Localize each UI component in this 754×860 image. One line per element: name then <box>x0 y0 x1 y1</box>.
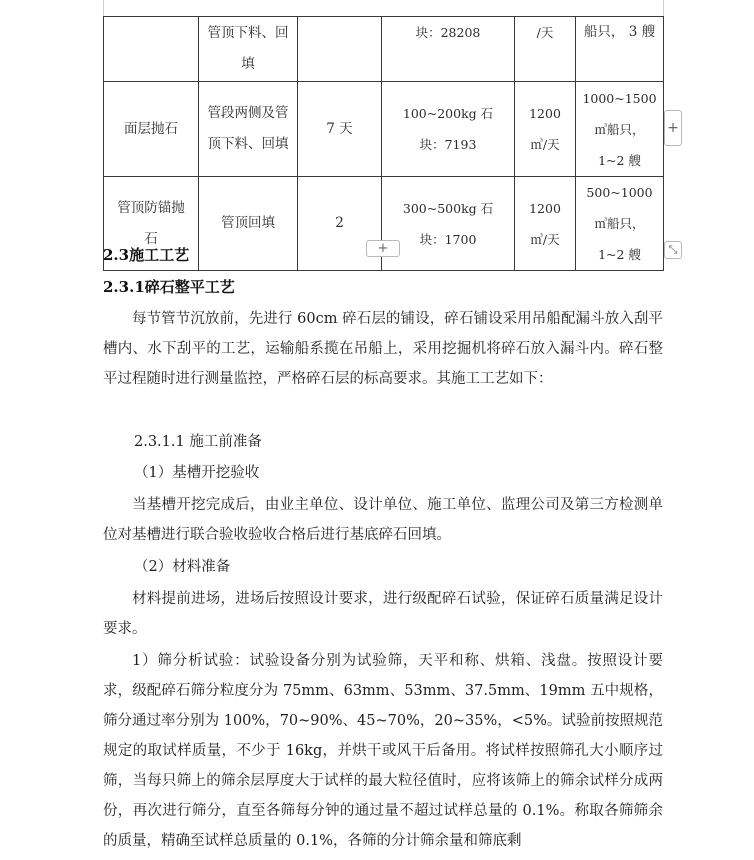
table-cell: 面层抛石 <box>104 82 199 177</box>
table-row <box>104 17 664 82</box>
subsubsection-heading: 2.3.1.1 施工前准备 <box>134 434 262 450</box>
table-cell: 7 天 <box>298 82 382 177</box>
resize-icon: ⤡ <box>668 243 678 256</box>
paragraph: 材料提前进场，进场后按照设计要求，进行级配碎石试验，保证碎石质量满足设计要求。 <box>103 591 663 637</box>
plus-icon: + <box>667 120 679 136</box>
subsection-heading: 2.3.1碎石整平工艺 <box>103 278 235 296</box>
add-column-button[interactable] <box>664 110 682 146</box>
table-cell: /天 <box>515 17 576 82</box>
section-heading: 2.3施工工艺 <box>103 246 190 264</box>
table-cell: 管段两侧及管顶下料、回填 <box>199 82 298 177</box>
construction-table <box>103 16 664 271</box>
list-item: （1）基槽开挖验收 <box>134 465 260 481</box>
plus-icon: + <box>377 241 389 256</box>
table-row <box>104 82 664 177</box>
list-item: （2）材料准备 <box>134 559 231 575</box>
table-cell <box>104 17 199 82</box>
table-cell: 1200㎥/天 <box>515 177 576 271</box>
paragraph: 每节管节沉放前，先进行 60cm 碎石层的铺设，碎石铺设采用吊船配漏斗放入刮平槽内、水下刮平的工艺，运输船系揽在吊船上，采用挖掘机将碎石放入漏斗内。碎石整平过程随时进行测量监控，严格碎石层的标高要求。其施工工艺如下： <box>103 311 663 387</box>
table-resize-handle[interactable] <box>664 241 682 259</box>
table-cell: 2 <box>298 177 382 271</box>
table-cell <box>298 17 382 82</box>
table-cell: 船只， 3 艘 <box>576 17 664 82</box>
table-cell: 块：28208 <box>382 17 515 82</box>
table-cell: 300~500kg 石块：1700 <box>382 177 515 271</box>
table-cell: 管顶防锚抛石 <box>104 177 199 271</box>
table-cell: 管顶下料、回填 <box>199 17 298 82</box>
table-cell: 100~200kg 石块：7193 <box>382 82 515 177</box>
table-cell: 1200㎥/天 <box>515 82 576 177</box>
table-cell: 1000~1500㎥船只，1~2 艘 <box>576 82 664 177</box>
add-row-button[interactable] <box>366 240 400 257</box>
paragraph: 1）筛分析试验：试验设备分别为试验筛，天平和称、烘箱、浅盘。按照设计要求，级配碎石筛分粒度分为 75mm、63mm、53mm、37.5mm、19mm 五中规格，筛分通过率分别为 100%，70~90%、45~70%，20~35%，<5%。试验前按照规范规定的取试样质量，不少于 16kg，并烘干或风干后备用。将试样按照筛孔大小顺序过筛，当每只筛上的筛余层厚度大于试样的最大粒径值时，应将该筛上的筛余试样分成两份，再次进行筛分，直至各筛每分钟的通过量不超过试样总量的 0.1%。称取各筛筛余的质量，精确至试样总质量的 0.1%，各筛的分计筛余量和筛底剩 <box>103 653 663 849</box>
table-cell: 管顶回填 <box>199 177 298 271</box>
table-cell: 500~1000㎥船只，1~2 艘 <box>576 177 664 271</box>
paragraph: 当基槽开挖完成后，由业主单位、设计单位、施工单位、监理公司及第三方检测单位对基槽进行联合验收验收合格后进行基底碎石回填。 <box>103 497 663 543</box>
